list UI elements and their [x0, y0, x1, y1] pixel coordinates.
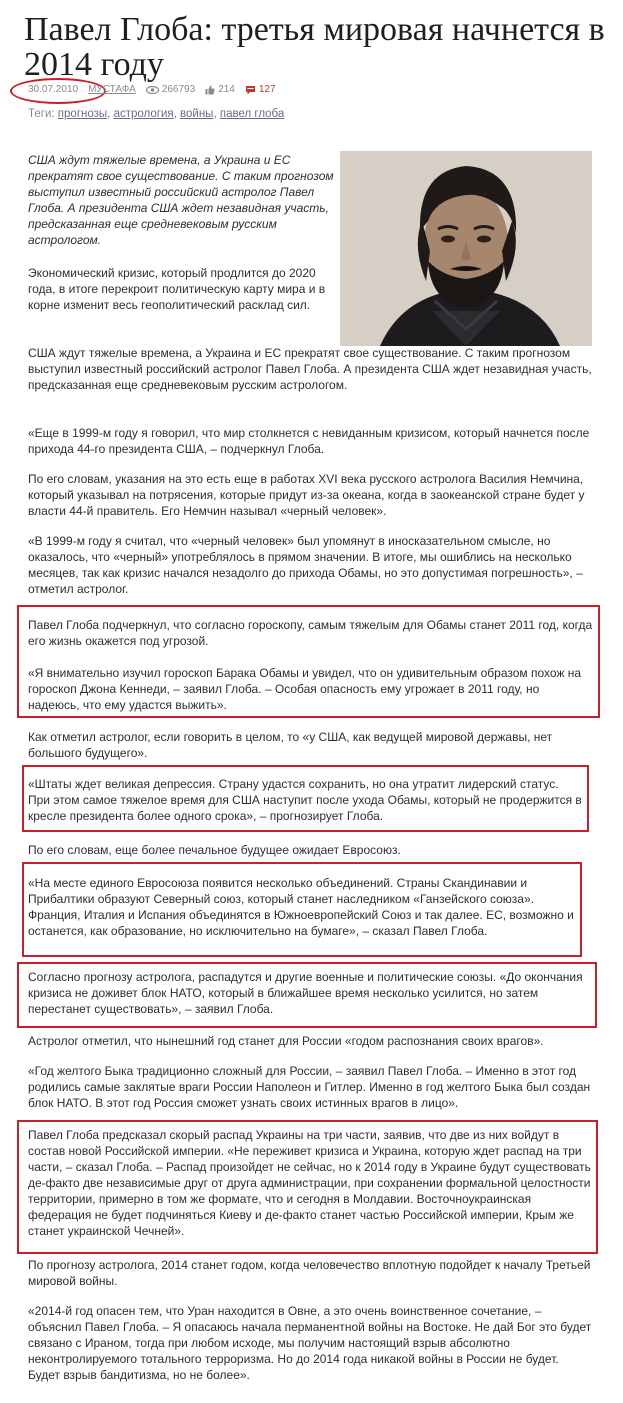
author-link[interactable]: МУСТАФА	[88, 84, 136, 95]
article-paragraph: «В 1999-м году я считал, что «черный человек» был упомянут в иносказательном смысле, но оказалось, что «черный» употреблялось в прямом значении. В итоге, мы ошиблись на несколько месяцев, так как кризис начался незадолго до прихода Обамы, но это допустимая погрешность», – отметил астролог.	[28, 534, 583, 596]
author-portrait	[340, 151, 592, 346]
article-paragraph: «Еще в 1999-м году я говорил, что мир столкнется с невиданным кризисом, который начнется после прихода 44-го президента США, – подчеркнул Глоба.	[28, 426, 590, 456]
article-paragraph: «Штаты ждет великая депрессия. Страну удастся сохранить, но она утратит лидерский статус. При этом самое тяжелое время для США наступит после ухода Обамы, который не продержится в кресле президента более одного срока», – прогнозирует Глоба.	[28, 777, 582, 823]
article-paragraph: Как отметил астролог, если говорить в целом, то «у США, как ведущей мировой державы, нет большого будущего».	[28, 730, 553, 760]
tags-label: Теги:	[28, 108, 55, 120]
comment-icon	[245, 85, 256, 95]
eye-icon	[146, 86, 159, 94]
article-paragraph: По прогнозу астролога, 2014 станет годом, когда человечество вплотную подойдет к началу Третьей мировой войны.	[28, 1258, 591, 1288]
thumbs-up-icon	[205, 85, 215, 95]
views-counter	[146, 84, 195, 95]
article-paragraph: США ждут тяжелые времена, а Украина и ЕС прекратят свое существование. С таким прогнозом выступил известный российский астролог Павел Глоба. А президента США ждет незавидная участь, предсказанная еще средневековым русским астрологом.	[28, 346, 592, 392]
tags-row: Теги: прогнозы, астрология, войны, павел глоба	[28, 108, 285, 120]
portrait-illustration	[340, 151, 592, 346]
likes-count: 214	[218, 84, 235, 95]
tag-link[interactable]: астрология	[113, 108, 174, 120]
article-paragraph: Павел Глоба предсказал скорый распад Украины на три части, заявив, что две из них войдут в состав новой Российской империи. «Не переживет кризиса и Украина, которую ждет распад на три части, – сказал Глоба. – Распад произойдет не сейчас, но к 2014 году в Украине будут существовать де-факто две независимые друг от друга администрации, при сохранении формальной целостности территории, примерно в том же формате, что и сегодня в Молдавии. Восточноукраинская федерация не будет подчиняться Киеву и де-факто станет частью Российской империи, Крым же станет украинской Чечней».	[28, 1128, 591, 1238]
article-paragraph: Павел Глоба подчеркнул, что согласно гороскопу, самым тяжелым для Обамы станет 2011 год, когда его жизнь окажется под угрозой.	[28, 618, 593, 648]
publish-date: 30.07.2010	[28, 84, 79, 95]
article-paragraph: «Год желтого Быка традиционно сложный для России, – заявил Павел Глоба. – Именно в этот год родились самые заклятые враги России Наполеон и Гитлер. Именно в год желтого Быка был создан блок НАТО. В этот год Россия сможет узнать своих истинных врагов в лицо».	[28, 1064, 591, 1110]
article-paragraph: «Я внимательно изучил гороскоп Барака Обамы и увидел, что он удивительным образом похож на гороскоп Джона Кеннеди, – заявил Глоба. – Особая опасность ему угрожает в 2011 году, но надеюсь, что ему удастся выжить».	[28, 666, 582, 712]
article-paragraph: «На месте единого Евросоюза появится несколько объединений. Страны Скандинавии и Прибалтики образуют Северный союз, который станет наследником «Ганзейского союза». Франция, Италия и Испания объединятся в Южноевропейский Союз и так далее. ЕС, возможно и останется, как образование, но исключительно на бумаге», – сказал Павел Глоба.	[28, 876, 574, 938]
tag-link[interactable]: павел глоба	[219, 108, 285, 120]
article-paragraph: Согласно прогнозу астролога, распадутся и другие военные и политические союзы. «До окончания кризиса не доживет блок НАТО, который в ближайшее время несколько усилится, но затем перестанет существовать», – заявил Глоба.	[28, 970, 583, 1016]
views-count: 266793	[161, 84, 196, 95]
article-paragraph: Экономический кризис, который продлится до 2020 года, в итоге перекроит политическую карту мира и в корне изменит весь геополитический расклад сил.	[28, 266, 326, 312]
likes-counter[interactable]	[205, 84, 235, 95]
article-paragraph: По его словам, указания на это есть еще в работах XVI века русского астролога Василия Немчина, который указывал на потрясения, которые придут из-за океана, когда в заокеанской стране будет у власти 44-й правитель. Его Немчин называл «черный человек».	[28, 472, 585, 518]
article-paragraph: По его словам, еще более печальное будущее ожидает Евросоюз.	[28, 843, 401, 857]
article-meta	[28, 84, 286, 95]
comments-counter[interactable]	[245, 84, 276, 95]
tag-link[interactable]: прогнозы	[57, 108, 108, 120]
tag-link[interactable]: войны	[180, 108, 214, 120]
article-paragraph: «2014-й год опасен тем, что Уран находится в Овне, а это очень воинственное сочетание, – объяснил Павел Глоба. – Я опасаюсь начала перманентной войны на Востоке. Не дай Бог это будет связано с Ираном, тогда при любом исходе, мы получим настоящий взрыв абсолютно неконтролируемого тотального терроризма. Но до 2014 года никакой войны в России не будет. Будет взрыв бандитизма, но не более».	[28, 1304, 592, 1382]
comments-count: 127	[258, 84, 276, 95]
article-title: Павел Глоба: третья мировая начнется в 2014 году	[24, 11, 605, 83]
lead-paragraph: США ждут тяжелые времена, а Украина и ЕС прекратят свое существование. С таким прогнозом выступил известный российский астролог Павел Глоба. А президента США ждет незавидная участь, предсказанная еще средневековым русским астрологом.	[28, 153, 334, 247]
article-paragraph: Астролог отметил, что нынешний год станет для России «годом распознания своих врагов».	[28, 1034, 544, 1048]
